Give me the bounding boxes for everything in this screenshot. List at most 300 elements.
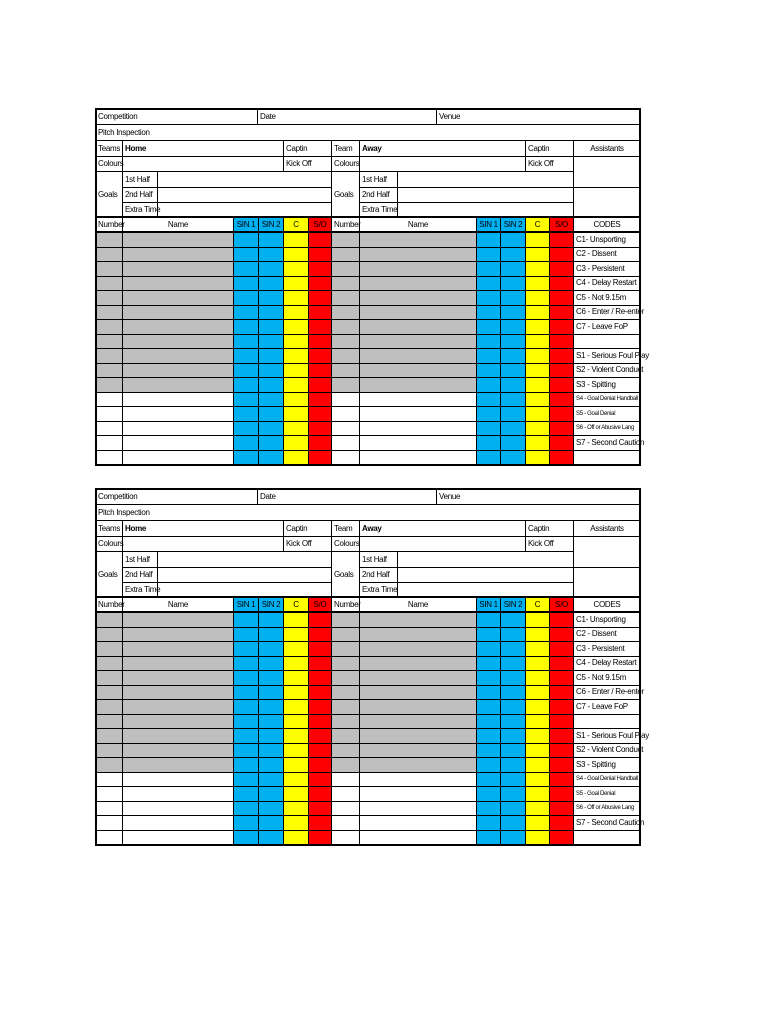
away-player-name-cell[interactable] [359, 261, 477, 277]
away-player-name-cell[interactable] [359, 612, 477, 628]
away-player-name-cell[interactable] [359, 435, 477, 451]
away-sin1-cell[interactable] [476, 232, 501, 248]
home-player-name-cell[interactable] [122, 334, 234, 350]
home-sin2-cell[interactable] [258, 232, 284, 248]
away-player-name-cell[interactable] [359, 670, 477, 686]
away-player-number-cell[interactable] [331, 656, 360, 672]
away-caution-cell[interactable] [525, 305, 550, 321]
away-sendoff-cell[interactable] [549, 641, 574, 657]
home-sin1-cell[interactable] [233, 319, 259, 335]
home-team-field[interactable]: Home [122, 140, 284, 157]
home-sendoff-cell[interactable] [308, 786, 332, 802]
home-sin1-cell[interactable] [233, 830, 259, 846]
home-sin2-cell[interactable] [258, 406, 284, 422]
home-player-number-cell[interactable] [95, 714, 123, 730]
away-caution-cell[interactable] [525, 612, 550, 628]
home-caution-cell[interactable] [283, 656, 309, 672]
home-sin1-cell[interactable] [233, 656, 259, 672]
home-player-name-cell[interactable] [122, 392, 234, 408]
away-sin2-cell[interactable] [500, 319, 526, 335]
home-player-number-cell[interactable] [95, 334, 123, 350]
away-player-name-cell[interactable] [359, 363, 477, 379]
home-player-number-cell[interactable] [95, 319, 123, 335]
home-player-name-cell[interactable] [122, 757, 234, 773]
home-caution-cell[interactable] [283, 305, 309, 321]
away-sin2-cell[interactable] [500, 348, 526, 364]
home-player-name-cell[interactable] [122, 290, 234, 306]
home-sendoff-cell[interactable] [308, 305, 332, 321]
away-player-number-cell[interactable] [331, 232, 360, 248]
away-sin2-cell[interactable] [500, 714, 526, 730]
home-player-name-cell[interactable] [122, 772, 234, 788]
away-sin1-cell[interactable] [476, 261, 501, 277]
home-caution-cell[interactable] [283, 772, 309, 788]
home-player-number-cell[interactable] [95, 392, 123, 408]
away-sin2-cell[interactable] [500, 421, 526, 437]
home-sin1-cell[interactable] [233, 261, 259, 277]
home-sendoff-cell[interactable] [308, 363, 332, 379]
away-player-name-cell[interactable] [359, 421, 477, 437]
away-second_half-goals-field[interactable] [397, 187, 574, 203]
home-sin1-cell[interactable] [233, 421, 259, 437]
away-caution-cell[interactable] [525, 714, 550, 730]
home-sendoff-cell[interactable] [308, 699, 332, 715]
home-sendoff-cell[interactable] [308, 435, 332, 451]
home-sin1-cell[interactable] [233, 305, 259, 321]
home-player-name-cell[interactable] [122, 656, 234, 672]
home-sin1-cell[interactable] [233, 334, 259, 350]
away-player-number-cell[interactable] [331, 392, 360, 408]
away-captain-field[interactable]: Captin [525, 520, 574, 537]
away-sin1-cell[interactable] [476, 830, 501, 846]
home-sin2-cell[interactable] [258, 290, 284, 306]
away-player-number-cell[interactable] [331, 406, 360, 422]
away-sin2-cell[interactable] [500, 435, 526, 451]
home-second_half-goals-field[interactable] [157, 187, 332, 203]
assistant-1-field[interactable] [573, 536, 641, 568]
away-caution-cell[interactable] [525, 232, 550, 248]
away-player-number-cell[interactable] [331, 435, 360, 451]
home-caution-cell[interactable] [283, 290, 309, 306]
away-caution-cell[interactable] [525, 786, 550, 802]
home-player-name-cell[interactable] [122, 815, 234, 831]
pitch-inspection-label[interactable]: Pitch Inspection [95, 504, 641, 521]
away-player-number-cell[interactable] [331, 290, 360, 306]
home-caution-cell[interactable] [283, 232, 309, 248]
away-sin1-cell[interactable] [476, 685, 501, 701]
away-player-name-cell[interactable] [359, 641, 477, 657]
home-captain-field[interactable]: Captin [283, 520, 332, 537]
away-player-number-cell[interactable] [331, 757, 360, 773]
pitch-inspection-label[interactable]: Pitch Inspection [95, 124, 641, 141]
home-player-name-cell[interactable] [122, 363, 234, 379]
home-caution-cell[interactable] [283, 363, 309, 379]
away-sin2-cell[interactable] [500, 699, 526, 715]
home-caution-cell[interactable] [283, 699, 309, 715]
home-caution-cell[interactable] [283, 334, 309, 350]
away-caution-cell[interactable] [525, 728, 550, 744]
away-caution-cell[interactable] [525, 627, 550, 643]
home-player-number-cell[interactable] [95, 685, 123, 701]
away-player-name-cell[interactable] [359, 232, 477, 248]
home-player-number-cell[interactable] [95, 406, 123, 422]
home-caution-cell[interactable] [283, 627, 309, 643]
home-sin2-cell[interactable] [258, 757, 284, 773]
away-caution-cell[interactable] [525, 699, 550, 715]
away-captain-field[interactable]: Captin [525, 140, 574, 157]
home-player-number-cell[interactable] [95, 421, 123, 437]
away-player-number-cell[interactable] [331, 319, 360, 335]
away-sin1-cell[interactable] [476, 656, 501, 672]
away-sin2-cell[interactable] [500, 290, 526, 306]
away-player-name-cell[interactable] [359, 377, 477, 393]
away-sendoff-cell[interactable] [549, 656, 574, 672]
home-sin1-cell[interactable] [233, 670, 259, 686]
home-player-number-cell[interactable] [95, 450, 123, 466]
away-caution-cell[interactable] [525, 815, 550, 831]
away-sendoff-cell[interactable] [549, 699, 574, 715]
home-sin1-cell[interactable] [233, 435, 259, 451]
home-player-name-cell[interactable] [122, 348, 234, 364]
away-player-name-cell[interactable] [359, 699, 477, 715]
home-caution-cell[interactable] [283, 728, 309, 744]
away-sin2-cell[interactable] [500, 685, 526, 701]
away-colours-field[interactable] [359, 156, 526, 172]
away-player-name-cell[interactable] [359, 714, 477, 730]
home-sin2-cell[interactable] [258, 612, 284, 628]
away-sendoff-cell[interactable] [549, 247, 574, 263]
away-player-name-cell[interactable] [359, 685, 477, 701]
away-sendoff-cell[interactable] [549, 392, 574, 408]
home-player-name-cell[interactable] [122, 232, 234, 248]
away-sin2-cell[interactable] [500, 656, 526, 672]
away-caution-cell[interactable] [525, 757, 550, 773]
away-sendoff-cell[interactable] [549, 363, 574, 379]
away-sin1-cell[interactable] [476, 276, 501, 292]
home-player-name-cell[interactable] [122, 670, 234, 686]
away-caution-cell[interactable] [525, 261, 550, 277]
home-player-name-cell[interactable] [122, 685, 234, 701]
home-sin1-cell[interactable] [233, 757, 259, 773]
away-sendoff-cell[interactable] [549, 435, 574, 451]
home-sin2-cell[interactable] [258, 772, 284, 788]
away-sendoff-cell[interactable] [549, 348, 574, 364]
away-sin1-cell[interactable] [476, 743, 501, 759]
away-player-number-cell[interactable] [331, 305, 360, 321]
away-caution-cell[interactable] [525, 406, 550, 422]
away-sendoff-cell[interactable] [549, 728, 574, 744]
home-sin1-cell[interactable] [233, 786, 259, 802]
home-player-number-cell[interactable] [95, 757, 123, 773]
home-sin1-cell[interactable] [233, 232, 259, 248]
away-player-number-cell[interactable] [331, 627, 360, 643]
home-player-name-cell[interactable] [122, 627, 234, 643]
home-sin1-cell[interactable] [233, 772, 259, 788]
home-sendoff-cell[interactable] [308, 641, 332, 657]
away-sendoff-cell[interactable] [549, 276, 574, 292]
away-player-name-cell[interactable] [359, 627, 477, 643]
away-caution-cell[interactable] [525, 276, 550, 292]
home-player-number-cell[interactable] [95, 627, 123, 643]
away-caution-cell[interactable] [525, 641, 550, 657]
away-sin2-cell[interactable] [500, 743, 526, 759]
away-caution-cell[interactable] [525, 743, 550, 759]
home-sin1-cell[interactable] [233, 450, 259, 466]
home-player-name-cell[interactable] [122, 699, 234, 715]
home-caution-cell[interactable] [283, 830, 309, 846]
home-caution-cell[interactable] [283, 319, 309, 335]
home-player-name-cell[interactable] [122, 641, 234, 657]
home-sin1-cell[interactable] [233, 714, 259, 730]
away-colours-field[interactable] [359, 536, 526, 552]
away-caution-cell[interactable] [525, 363, 550, 379]
home-sin1-cell[interactable] [233, 728, 259, 744]
away-sendoff-cell[interactable] [549, 815, 574, 831]
home-caution-cell[interactable] [283, 261, 309, 277]
competition-label[interactable]: Competition [95, 488, 258, 505]
home-player-number-cell[interactable] [95, 743, 123, 759]
home-player-number-cell[interactable] [95, 656, 123, 672]
away-sendoff-cell[interactable] [549, 743, 574, 759]
home-sin2-cell[interactable] [258, 377, 284, 393]
home-sin2-cell[interactable] [258, 728, 284, 744]
assistant-1-field[interactable] [573, 156, 641, 188]
away-sin2-cell[interactable] [500, 450, 526, 466]
away-sendoff-cell[interactable] [549, 801, 574, 817]
home-player-number-cell[interactable] [95, 435, 123, 451]
home-player-number-cell[interactable] [95, 830, 123, 846]
away-sin2-cell[interactable] [500, 261, 526, 277]
away-team-field[interactable]: Away [359, 140, 526, 157]
away-sin1-cell[interactable] [476, 334, 501, 350]
home-sin2-cell[interactable] [258, 421, 284, 437]
away-player-number-cell[interactable] [331, 830, 360, 846]
assistant-2-field[interactable] [573, 187, 641, 218]
home-sendoff-cell[interactable] [308, 377, 332, 393]
away-player-number-cell[interactable] [331, 743, 360, 759]
away-sin1-cell[interactable] [476, 815, 501, 831]
home-sin2-cell[interactable] [258, 786, 284, 802]
home-sin2-cell[interactable] [258, 261, 284, 277]
home-sendoff-cell[interactable] [308, 685, 332, 701]
away-player-name-cell[interactable] [359, 830, 477, 846]
venue-label[interactable]: Venue [436, 108, 641, 125]
home-sin2-cell[interactable] [258, 319, 284, 335]
away-player-number-cell[interactable] [331, 714, 360, 730]
away-team-field[interactable]: Away [359, 520, 526, 537]
home-caution-cell[interactable] [283, 377, 309, 393]
home-team-field[interactable]: Home [122, 520, 284, 537]
home-sin2-cell[interactable] [258, 830, 284, 846]
away-player-name-cell[interactable] [359, 757, 477, 773]
home-sendoff-cell[interactable] [308, 830, 332, 846]
away-caution-cell[interactable] [525, 450, 550, 466]
home-sin1-cell[interactable] [233, 743, 259, 759]
home-first_half-goals-field[interactable] [157, 551, 332, 568]
away-caution-cell[interactable] [525, 348, 550, 364]
away-player-number-cell[interactable] [331, 670, 360, 686]
away-sin2-cell[interactable] [500, 830, 526, 846]
away-sin1-cell[interactable] [476, 728, 501, 744]
home-sin1-cell[interactable] [233, 377, 259, 393]
away-sin2-cell[interactable] [500, 392, 526, 408]
away-sendoff-cell[interactable] [549, 406, 574, 422]
home-kickoff-field[interactable]: Kick Off [283, 536, 332, 552]
home-sendoff-cell[interactable] [308, 232, 332, 248]
home-sin2-cell[interactable] [258, 641, 284, 657]
away-sendoff-cell[interactable] [549, 305, 574, 321]
home-caution-cell[interactable] [283, 685, 309, 701]
home-sin1-cell[interactable] [233, 699, 259, 715]
home-sendoff-cell[interactable] [308, 627, 332, 643]
home-player-name-cell[interactable] [122, 305, 234, 321]
home-player-number-cell[interactable] [95, 801, 123, 817]
away-player-number-cell[interactable] [331, 772, 360, 788]
home-sin1-cell[interactable] [233, 276, 259, 292]
home-player-number-cell[interactable] [95, 612, 123, 628]
away-sin1-cell[interactable] [476, 641, 501, 657]
home-sendoff-cell[interactable] [308, 319, 332, 335]
away-first_half-goals-field[interactable] [397, 171, 574, 188]
away-caution-cell[interactable] [525, 334, 550, 350]
away-sendoff-cell[interactable] [549, 757, 574, 773]
home-sin1-cell[interactable] [233, 363, 259, 379]
away-sendoff-cell[interactable] [549, 377, 574, 393]
home-player-number-cell[interactable] [95, 670, 123, 686]
home-sendoff-cell[interactable] [308, 247, 332, 263]
away-caution-cell[interactable] [525, 685, 550, 701]
home-sendoff-cell[interactable] [308, 406, 332, 422]
away-player-number-cell[interactable] [331, 815, 360, 831]
home-caution-cell[interactable] [283, 670, 309, 686]
away-sendoff-cell[interactable] [549, 786, 574, 802]
venue-label[interactable]: Venue [436, 488, 641, 505]
away-player-name-cell[interactable] [359, 276, 477, 292]
away-first_half-goals-field[interactable] [397, 551, 574, 568]
home-first_half-goals-field[interactable] [157, 171, 332, 188]
home-sendoff-cell[interactable] [308, 276, 332, 292]
home-sin1-cell[interactable] [233, 348, 259, 364]
home-kickoff-field[interactable]: Kick Off [283, 156, 332, 172]
away-sin2-cell[interactable] [500, 801, 526, 817]
home-sendoff-cell[interactable] [308, 743, 332, 759]
away-player-name-cell[interactable] [359, 728, 477, 744]
away-player-number-cell[interactable] [331, 641, 360, 657]
away-player-name-cell[interactable] [359, 290, 477, 306]
home-sendoff-cell[interactable] [308, 392, 332, 408]
away-sin2-cell[interactable] [500, 334, 526, 350]
away-sin1-cell[interactable] [476, 305, 501, 321]
away-sin1-cell[interactable] [476, 699, 501, 715]
away-player-name-cell[interactable] [359, 392, 477, 408]
away-player-name-cell[interactable] [359, 406, 477, 422]
away-sin2-cell[interactable] [500, 305, 526, 321]
away-sin2-cell[interactable] [500, 627, 526, 643]
home-player-name-cell[interactable] [122, 728, 234, 744]
away-player-name-cell[interactable] [359, 450, 477, 466]
away-sendoff-cell[interactable] [549, 714, 574, 730]
home-player-name-cell[interactable] [122, 406, 234, 422]
home-player-number-cell[interactable] [95, 247, 123, 263]
home-player-name-cell[interactable] [122, 786, 234, 802]
away-sin2-cell[interactable] [500, 728, 526, 744]
home-sin1-cell[interactable] [233, 815, 259, 831]
home-sin1-cell[interactable] [233, 406, 259, 422]
home-sin2-cell[interactable] [258, 392, 284, 408]
away-player-name-cell[interactable] [359, 815, 477, 831]
home-caution-cell[interactable] [283, 247, 309, 263]
home-colours-field[interactable] [122, 536, 284, 552]
home-sendoff-cell[interactable] [308, 772, 332, 788]
home-caution-cell[interactable] [283, 421, 309, 437]
away-sendoff-cell[interactable] [549, 319, 574, 335]
away-sin1-cell[interactable] [476, 290, 501, 306]
home-sendoff-cell[interactable] [308, 348, 332, 364]
away-player-name-cell[interactable] [359, 305, 477, 321]
away-sin1-cell[interactable] [476, 627, 501, 643]
home-player-name-cell[interactable] [122, 377, 234, 393]
away-sendoff-cell[interactable] [549, 290, 574, 306]
away-caution-cell[interactable] [525, 247, 550, 263]
home-player-name-cell[interactable] [122, 319, 234, 335]
away-sin1-cell[interactable] [476, 363, 501, 379]
home-captain-field[interactable]: Captin [283, 140, 332, 157]
home-sendoff-cell[interactable] [308, 261, 332, 277]
home-caution-cell[interactable] [283, 435, 309, 451]
away-caution-cell[interactable] [525, 435, 550, 451]
home-sendoff-cell[interactable] [308, 815, 332, 831]
home-player-number-cell[interactable] [95, 815, 123, 831]
away-sin1-cell[interactable] [476, 421, 501, 437]
away-sendoff-cell[interactable] [549, 772, 574, 788]
home-sin1-cell[interactable] [233, 685, 259, 701]
away-sin1-cell[interactable] [476, 612, 501, 628]
home-sin2-cell[interactable] [258, 743, 284, 759]
home-sendoff-cell[interactable] [308, 801, 332, 817]
home-player-number-cell[interactable] [95, 699, 123, 715]
away-sendoff-cell[interactable] [549, 232, 574, 248]
away-second_half-goals-field[interactable] [397, 567, 574, 583]
away-player-name-cell[interactable] [359, 743, 477, 759]
home-sendoff-cell[interactable] [308, 450, 332, 466]
competition-label[interactable]: Competition [95, 108, 258, 125]
away-player-number-cell[interactable] [331, 247, 360, 263]
home-caution-cell[interactable] [283, 801, 309, 817]
home-caution-cell[interactable] [283, 276, 309, 292]
away-sin2-cell[interactable] [500, 612, 526, 628]
away-player-name-cell[interactable] [359, 772, 477, 788]
home-sin1-cell[interactable] [233, 801, 259, 817]
away-sendoff-cell[interactable] [549, 450, 574, 466]
away-player-name-cell[interactable] [359, 786, 477, 802]
away-sin2-cell[interactable] [500, 363, 526, 379]
home-sin1-cell[interactable] [233, 290, 259, 306]
away-player-name-cell[interactable] [359, 801, 477, 817]
home-sendoff-cell[interactable] [308, 656, 332, 672]
home-sin2-cell[interactable] [258, 801, 284, 817]
away-sendoff-cell[interactable] [549, 334, 574, 350]
away-player-number-cell[interactable] [331, 786, 360, 802]
home-player-name-cell[interactable] [122, 830, 234, 846]
away-player-number-cell[interactable] [331, 348, 360, 364]
home-caution-cell[interactable] [283, 392, 309, 408]
away-caution-cell[interactable] [525, 290, 550, 306]
home-sin2-cell[interactable] [258, 685, 284, 701]
home-sendoff-cell[interactable] [308, 757, 332, 773]
away-player-number-cell[interactable] [331, 276, 360, 292]
away-caution-cell[interactable] [525, 656, 550, 672]
away-sin1-cell[interactable] [476, 247, 501, 263]
